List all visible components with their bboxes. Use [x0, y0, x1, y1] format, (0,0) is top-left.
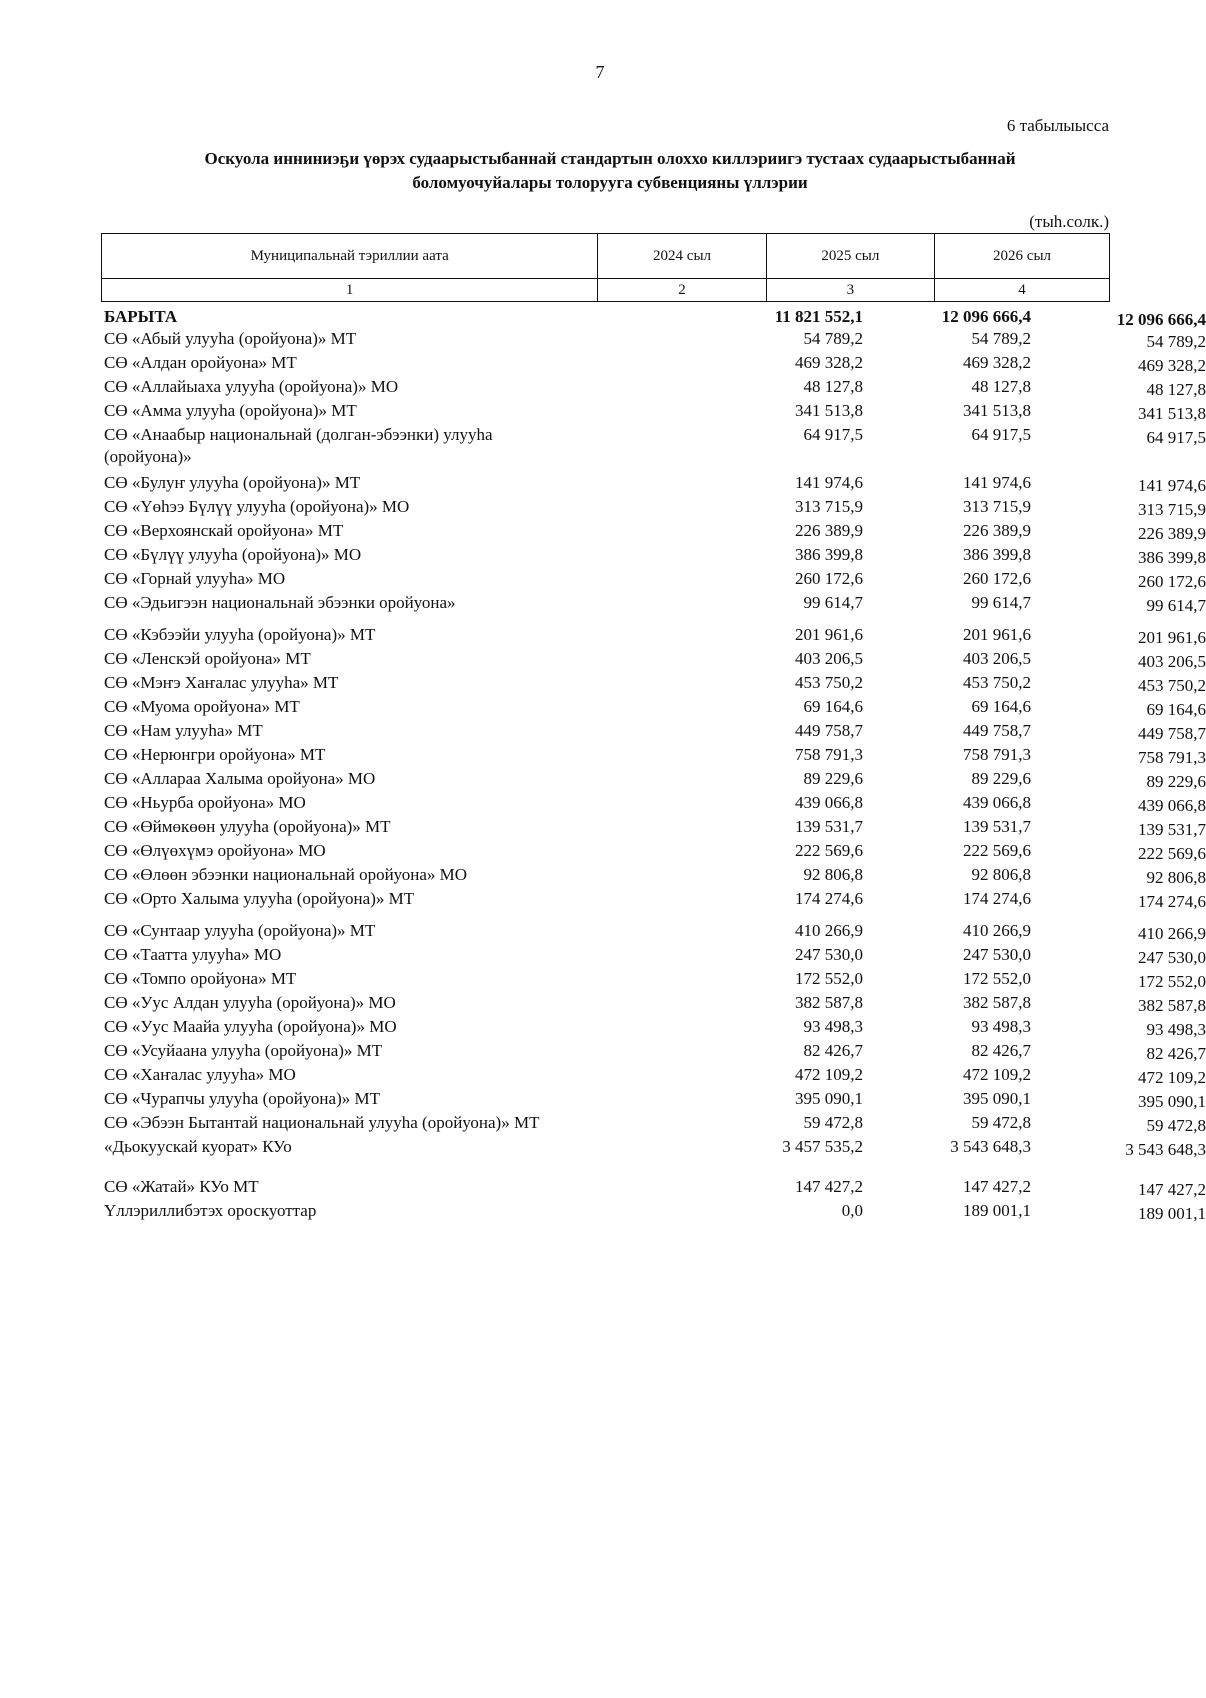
municipality-name: СӨ «Өймөкөөн улууһа (оройуона)» МТ	[104, 817, 391, 836]
municipality-name: СӨ «Верхоянскай оройуона» МТ	[104, 521, 344, 540]
value-2026: 189 001,1	[1138, 1204, 1206, 1223]
value-2024: 93 498,3	[803, 1017, 863, 1036]
value-2025: 260 172,6	[963, 569, 1031, 588]
value-2025: 69 164,6	[971, 697, 1031, 716]
value-2024: 260 172,6	[795, 569, 863, 588]
value-2026: 139 531,7	[1138, 820, 1206, 839]
value-2024: 386 399,8	[795, 545, 863, 564]
value-2024: 3 457 535,2	[782, 1137, 863, 1156]
table-row	[101, 592, 1206, 624]
value-2025: 439 066,8	[963, 793, 1031, 812]
table-row	[101, 1176, 1206, 1200]
table-row	[101, 424, 1206, 472]
municipality-name: СӨ «Хаҥалас улууһа» МО	[104, 1065, 296, 1084]
value-2026: 141 974,6	[1138, 476, 1206, 495]
value-2026: 449 758,7	[1138, 724, 1206, 743]
municipality-name: СӨ «Ньурба оройуона» МО	[104, 793, 306, 812]
municipality-name: СӨ «Өлөөн эбээнки национальнай оройуона» МО	[104, 865, 468, 884]
value-2024: 453 750,2	[795, 673, 863, 692]
value-2026: 93 498,3	[1146, 1020, 1206, 1039]
municipality-name: СӨ «Жатай» КУо МТ	[104, 1177, 259, 1196]
value-2024: 147 427,2	[795, 1177, 863, 1196]
value-2024: 59 472,8	[803, 1113, 863, 1132]
value-2025: 453 750,2	[963, 673, 1031, 692]
value-2026: 313 715,9	[1138, 500, 1206, 519]
value-2024: 758 791,3	[795, 745, 863, 764]
municipality-name: СӨ «Аллараа Халыма оройуона» МО	[104, 769, 376, 788]
title-line-1: Оскуола инниниэҕи үөрэх судаарыстыбаннай стандартын олоххо киллэриигэ тустаах судаарыстыбаннай	[204, 149, 1016, 168]
table-row	[101, 944, 1206, 968]
column-number: 4	[935, 279, 1110, 302]
value-2025: 247 530,0	[963, 945, 1031, 964]
value-2024: 313 715,9	[795, 497, 863, 516]
value-2024: 92 806,8	[803, 865, 863, 884]
value-2025: 82 426,7	[971, 1041, 1031, 1060]
value-2026: 410 266,9	[1138, 924, 1206, 943]
value-2025: 189 001,1	[963, 1201, 1031, 1220]
municipality-name: СӨ «Амма улууһа (оройуона)» МТ	[104, 401, 357, 420]
municipality-name: СӨ «Усуйаана улууһа (оройуона)» МТ	[104, 1041, 383, 1060]
value-2026: 469 328,2	[1138, 356, 1206, 375]
municipality-name: СӨ «Уус Алдан улууһа (оройуона)» МО	[104, 993, 396, 1012]
value-2025: 92 806,8	[971, 865, 1031, 884]
value-2026: 48 127,8	[1146, 380, 1206, 399]
value-2025: 758 791,3	[963, 745, 1031, 764]
value-2024: 99 614,7	[803, 593, 863, 612]
table-row	[101, 624, 1206, 648]
table-row	[101, 1200, 1206, 1224]
municipality-name: СӨ «Булуҥ улууһа (оройуона)» МТ	[104, 473, 361, 492]
value-2024: 174 274,6	[795, 889, 863, 908]
column-number-row	[102, 279, 1110, 302]
municipality-name: СӨ «Өлүөхүмэ оройуона» МО	[104, 841, 326, 860]
title-line-2: боломуочуйалары толорууга субвенцияны үллэрии	[412, 173, 808, 192]
table-row	[101, 400, 1206, 424]
value-2025: 201 961,6	[963, 625, 1031, 644]
value-2024: 472 109,2	[795, 1065, 863, 1084]
value-2026: 69 164,6	[1146, 700, 1206, 719]
value-2026: 403 206,5	[1138, 652, 1206, 671]
municipality-name: СӨ «Нерюнгри оройуона» МТ	[104, 745, 326, 764]
value-2025: 12 096 666,4	[941, 307, 1031, 326]
table-row	[101, 1064, 1206, 1088]
value-2025: 3 543 648,3	[950, 1137, 1031, 1156]
value-2025: 472 109,2	[963, 1065, 1031, 1084]
value-2024: 201 961,6	[795, 625, 863, 644]
value-2026: 82 426,7	[1146, 1044, 1206, 1063]
table-row	[101, 496, 1206, 520]
table-body	[101, 306, 1206, 1224]
value-2025: 386 399,8	[963, 545, 1031, 564]
value-2025: 222 569,6	[963, 841, 1031, 860]
municipality-name: СӨ «Аллайыаха улууһа (оройуона)» МО	[104, 377, 399, 396]
municipality-name: СӨ «Алдан оройуона» МТ	[104, 353, 297, 372]
table-row	[101, 352, 1206, 376]
table-row	[101, 472, 1206, 496]
value-2025: 139 531,7	[963, 817, 1031, 836]
table-row	[101, 920, 1206, 944]
value-2024: 139 531,7	[795, 817, 863, 836]
value-2025: 410 266,9	[963, 921, 1031, 940]
table-row	[101, 648, 1206, 672]
value-2024: 410 266,9	[795, 921, 863, 940]
value-2026: 12 096 666,4	[1116, 310, 1206, 329]
value-2025: 59 472,8	[971, 1113, 1031, 1132]
value-2025: 48 127,8	[971, 377, 1031, 396]
value-2024: 439 066,8	[795, 793, 863, 812]
table-row	[101, 672, 1206, 696]
value-2025: 395 090,1	[963, 1089, 1031, 1108]
value-2025: 147 427,2	[963, 1177, 1031, 1196]
value-2026: 59 472,8	[1146, 1116, 1206, 1135]
municipality-name: СӨ «Нам улууһа» МТ	[104, 721, 263, 740]
header-2024: 2024 сыл	[598, 234, 766, 279]
municipality-name: СӨ «Горнай улууһа» МО	[104, 569, 286, 588]
value-2026: 472 109,2	[1138, 1068, 1206, 1087]
value-2026: 99 614,7	[1146, 596, 1206, 615]
municipality-name: СӨ «Ленскэй оройуона» МТ	[104, 649, 311, 668]
table-row	[101, 744, 1206, 768]
header-row	[102, 234, 1110, 279]
value-2024: 403 206,5	[795, 649, 863, 668]
value-2026: 54 789,2	[1146, 332, 1206, 351]
municipality-name: СӨ «Уус Маайа улууһа (оройуона)» МО	[104, 1017, 397, 1036]
value-2025: 54 789,2	[971, 329, 1031, 348]
table-row	[101, 1040, 1206, 1064]
municipality-name: СӨ «Абый улууһа (оройуона)» МТ	[104, 329, 357, 348]
total-row	[101, 306, 1206, 329]
value-2026: 226 389,9	[1138, 524, 1206, 543]
table-row	[101, 1088, 1206, 1112]
value-2024: 89 229,6	[803, 769, 863, 788]
table-row	[101, 792, 1206, 816]
value-2026: 89 229,6	[1146, 772, 1206, 791]
value-2026: 395 090,1	[1138, 1092, 1206, 1111]
municipality-name: СӨ «Чурапчы улууһа (оройуона)» МТ	[104, 1089, 380, 1108]
value-2024: 64 917,5	[803, 425, 863, 444]
table-row	[101, 968, 1206, 992]
table-row	[101, 1136, 1206, 1176]
value-2026: 174 274,6	[1138, 892, 1206, 911]
table-row	[101, 696, 1206, 720]
value-2024: 82 426,7	[803, 1041, 863, 1060]
value-2024: 54 789,2	[803, 329, 863, 348]
value-2025: 172 552,0	[963, 969, 1031, 988]
unit-label: (тыһ.солк.)	[1029, 212, 1109, 231]
value-2026: 386 399,8	[1138, 548, 1206, 567]
municipality-name: СӨ «Муома оройуона» МТ	[104, 697, 300, 716]
value-2025: 64 917,5	[971, 425, 1031, 444]
municipality-name: СӨ «Орто Халыма улууһа (оройуона)» МТ	[104, 889, 415, 908]
header-municipality: Муниципальнай тэриллии аата	[102, 234, 598, 279]
value-2026: 3 543 648,3	[1125, 1140, 1206, 1159]
municipality-name: БАРЫТА	[104, 307, 178, 326]
value-2024: 469 328,2	[795, 353, 863, 372]
value-2025: 313 715,9	[963, 497, 1031, 516]
table-row	[101, 992, 1206, 1016]
value-2026: 758 791,3	[1138, 748, 1206, 767]
value-2025: 226 389,9	[963, 521, 1031, 540]
value-2025: 469 328,2	[963, 353, 1031, 372]
municipality-name: СӨ «Бүлүү улууһа (оройуона)» МО	[104, 545, 362, 564]
value-2026: 64 917,5	[1146, 428, 1206, 447]
annex-label: 6 табылыысса	[1006, 116, 1109, 135]
value-2026: 341 513,8	[1138, 404, 1206, 423]
value-2024: 222 569,6	[795, 841, 863, 860]
municipality-name: СӨ «Үөһээ Бүлүү улууһа (оройуона)» МО	[104, 497, 410, 516]
table-row	[101, 816, 1206, 840]
value-2025: 449 758,7	[963, 721, 1031, 740]
table-row	[101, 840, 1206, 864]
municipality-name: «Дьокуускай куорат» КУо	[104, 1137, 292, 1156]
table-row	[101, 376, 1206, 400]
value-2026: 260 172,6	[1138, 572, 1206, 591]
table-row	[101, 568, 1206, 592]
table-row	[101, 888, 1206, 920]
municipality-name: СӨ «Томпо оройуона» МТ	[104, 969, 297, 988]
value-2026: 439 066,8	[1138, 796, 1206, 815]
column-number: 1	[102, 279, 598, 302]
value-2024: 11 821 552,1	[774, 307, 863, 326]
table-header	[101, 233, 1110, 302]
value-2024: 69 164,6	[803, 697, 863, 716]
municipality-name: СӨ «Мэҥэ Хаҥалас улууһа» МТ	[104, 673, 339, 692]
value-2024: 449 758,7	[795, 721, 863, 740]
municipality-name: СӨ «Кэбээйи улууһа (оройуона)» МТ	[104, 625, 376, 644]
value-2025: 141 974,6	[963, 473, 1031, 492]
value-2026: 147 427,2	[1138, 1180, 1206, 1199]
value-2025: 174 274,6	[963, 889, 1031, 908]
table-row	[101, 864, 1206, 888]
value-2024: 172 552,0	[795, 969, 863, 988]
value-2025: 89 229,6	[971, 769, 1031, 788]
value-2026: 92 806,8	[1146, 868, 1206, 887]
page-number: 7	[595, 62, 605, 82]
value-2024: 247 530,0	[795, 945, 863, 964]
municipality-name: СӨ «Эбээн Бытантай национальнай улууһа (оройуона)» МТ	[104, 1113, 540, 1132]
table-row	[101, 720, 1206, 744]
table-row	[101, 520, 1206, 544]
column-number: 3	[766, 279, 934, 302]
value-2026: 172 552,0	[1138, 972, 1206, 991]
municipality-name: СӨ «Анаабыр национальнай (долган-эбээнки) улууһа (оройуона)»	[104, 425, 493, 466]
value-2024: 382 587,8	[795, 993, 863, 1012]
value-2024: 341 513,8	[795, 401, 863, 420]
column-number: 2	[598, 279, 766, 302]
value-2026: 382 587,8	[1138, 996, 1206, 1015]
municipality-name: СӨ «Эдьигээн национальнай эбээнки оройуона»	[104, 593, 456, 612]
table-row	[101, 544, 1206, 568]
value-2024: 0,0	[841, 1201, 863, 1220]
value-2024: 395 090,1	[795, 1089, 863, 1108]
document-title	[120, 147, 1100, 195]
value-2025: 341 513,8	[963, 401, 1031, 420]
value-2026: 201 961,6	[1138, 628, 1206, 647]
municipality-name: Үллэриллибэтэх ороскуоттар	[104, 1201, 317, 1220]
value-2026: 247 530,0	[1138, 948, 1206, 967]
value-2025: 93 498,3	[971, 1017, 1031, 1036]
value-2024: 141 974,6	[795, 473, 863, 492]
value-2024: 48 127,8	[803, 377, 863, 396]
value-2024: 226 389,9	[795, 521, 863, 540]
table-row	[101, 328, 1206, 352]
header-2026: 2026 сыл	[935, 234, 1110, 279]
municipality-name: СӨ «Сунтаар улууһа (оройуона)» МТ	[104, 921, 376, 940]
value-2026: 222 569,6	[1138, 844, 1206, 863]
value-2025: 99 614,7	[971, 593, 1031, 612]
header-2025: 2025 сыл	[766, 234, 934, 279]
value-2026: 453 750,2	[1138, 676, 1206, 695]
table-row	[101, 768, 1206, 792]
table-row	[101, 1112, 1206, 1136]
value-2025: 403 206,5	[963, 649, 1031, 668]
table-row	[101, 1016, 1206, 1040]
value-2025: 382 587,8	[963, 993, 1031, 1012]
municipality-name: СӨ «Таатта улууһа» МО	[104, 945, 282, 964]
